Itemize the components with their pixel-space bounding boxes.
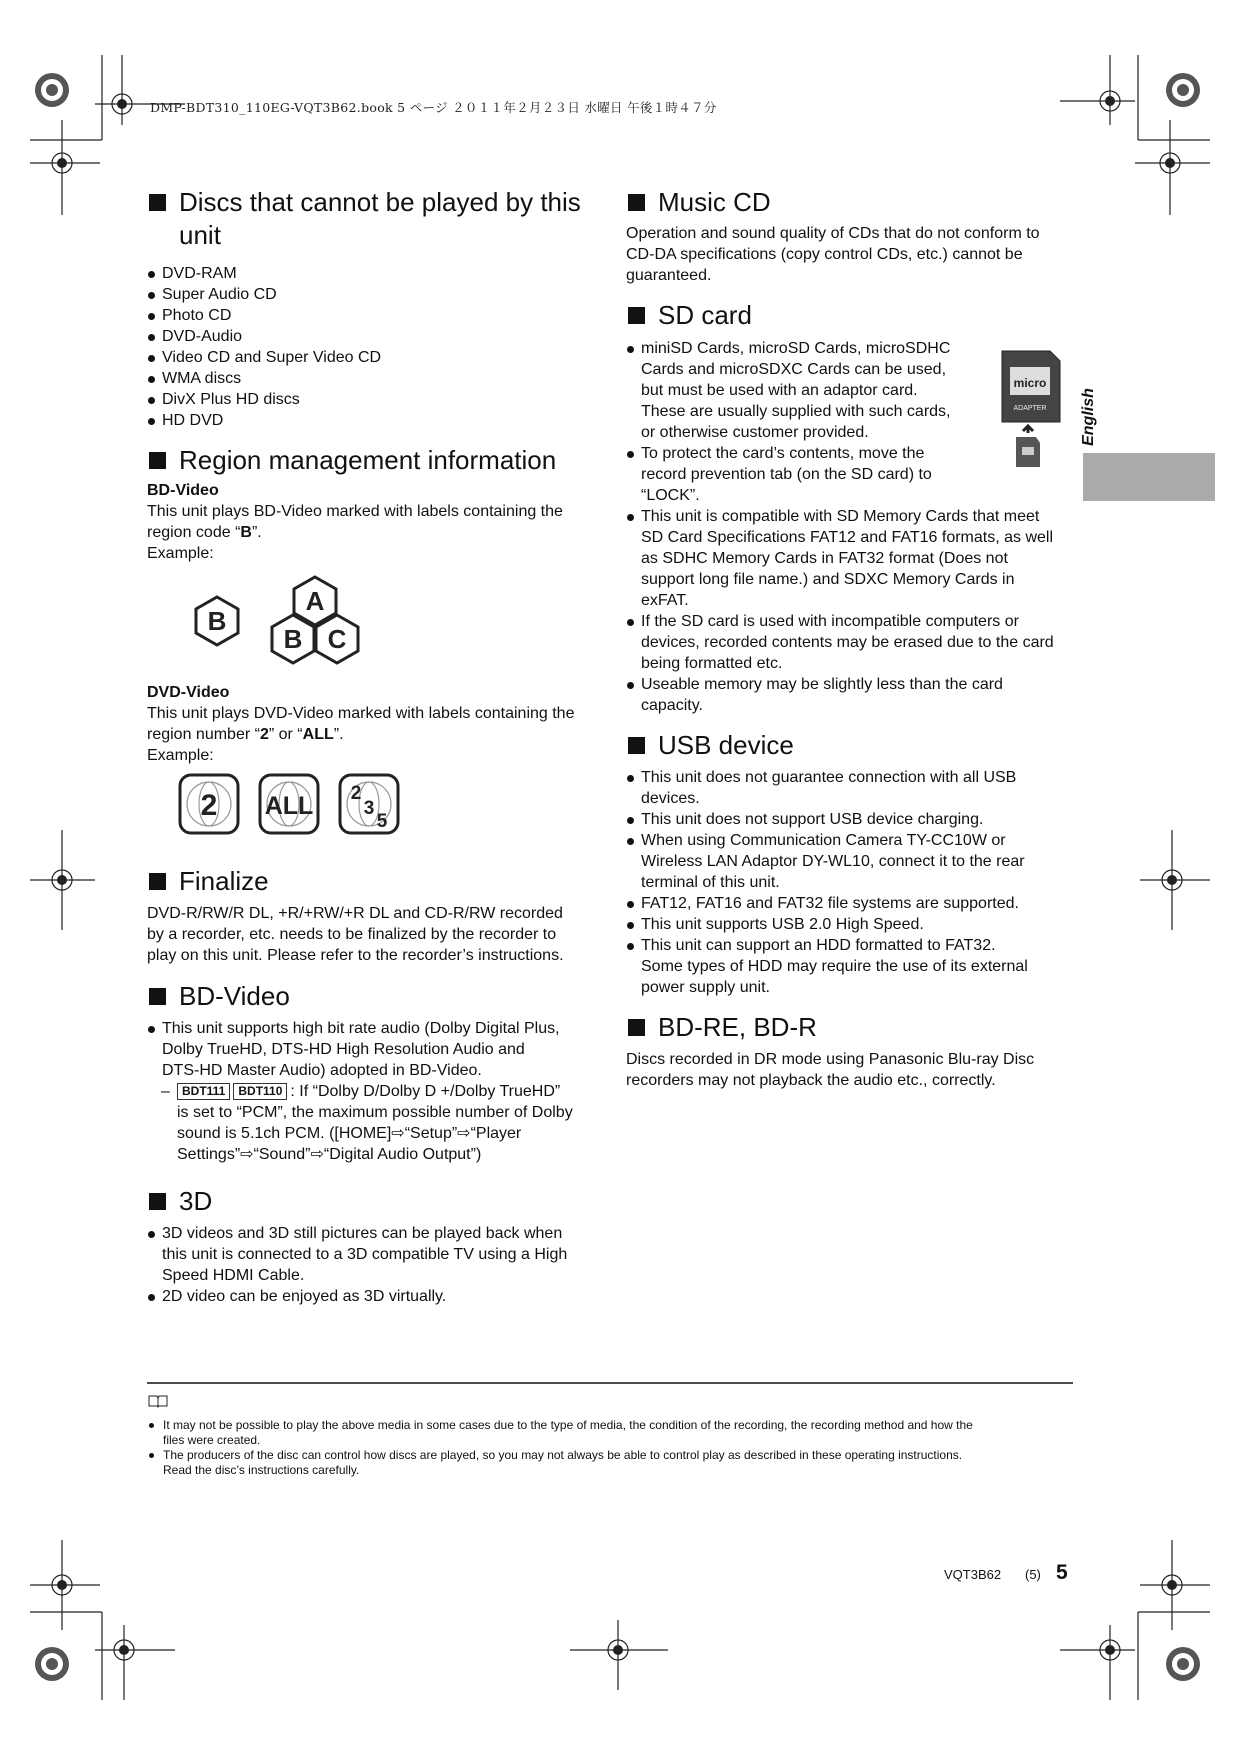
list-item: When using Communication Camera TY-CC10W or Wireless LAN Adaptor DY-WL10, connect it to the rear terminal of this unit. bbox=[626, 830, 1076, 893]
list-item: Video CD and Super Video CD bbox=[147, 347, 602, 368]
list-item: Photo CD bbox=[147, 305, 602, 326]
right-column bbox=[626, 186, 1076, 1091]
bd-video-list bbox=[147, 1018, 602, 1081]
region-number: 3 bbox=[363, 798, 375, 819]
3d-section bbox=[147, 1185, 602, 1307]
doc-code: VQT3B62 bbox=[944, 1567, 1002, 1582]
list-item: Useable memory may be slightly less than the card capacity. bbox=[626, 674, 1076, 716]
bd-video-subheading: BD-Video bbox=[147, 482, 219, 499]
sd-card-section bbox=[626, 299, 1076, 716]
section-heading: Discs that cannot be played by this unit bbox=[147, 186, 602, 252]
dvd-region-logos bbox=[178, 773, 418, 843]
region-number: 5 bbox=[376, 811, 388, 832]
list-item: FAT12, FAT16 and FAT32 file systems are supported. bbox=[626, 893, 1076, 914]
region-code-b: B bbox=[207, 606, 227, 636]
bd-re-text: Discs recorded in DR mode using Panasonic Blu-ray Disc recorders may not playback the audio etc., correctly. bbox=[626, 1051, 1035, 1089]
adapter-label: ADAPTER bbox=[1013, 405, 1047, 412]
bd-region-text: This unit plays BD-Video marked with labels containing the region code “B”. bbox=[147, 503, 563, 541]
language-tab bbox=[1083, 453, 1215, 501]
section-heading: Region management information bbox=[147, 444, 602, 477]
list-item: If the SD card is used with incompatible computers or devices, recorded contents may be erased due to the card being formatted etc. bbox=[626, 611, 1076, 674]
list-item: This unit supports USB 2.0 High Speed. bbox=[626, 914, 1076, 935]
bd-re-section bbox=[626, 1011, 1076, 1091]
finalize-section bbox=[147, 865, 602, 966]
list-item: DivX Plus HD discs bbox=[147, 389, 602, 410]
left-column bbox=[147, 186, 602, 1307]
list-item: This unit does not support USB device charging. bbox=[626, 809, 1076, 830]
dvd-region-text: This unit plays DVD-Video marked with labels containing the region number “2” or “ALL”. bbox=[147, 705, 575, 743]
section-heading: SD card bbox=[626, 299, 1076, 332]
example-label: Example: bbox=[147, 747, 214, 764]
list-item: This unit supports high bit rate audio (Dolby Digital Plus, Dolby TrueHD, DTS-HD High Resolution Audio and DTS-HD Master Audio) adopted in BD-Video. bbox=[147, 1018, 602, 1081]
dvd-video-subheading: DVD-Video bbox=[147, 684, 230, 701]
page-number: 5 bbox=[1056, 1561, 1068, 1584]
bd-video-section bbox=[147, 980, 602, 1165]
list-item: miniSD Cards, microSD Cards, microSDHC Cards and microSDXC Cards can be used, but must be used with an adaptor card. These are usually supplied with such cards, or otherwise customer provided. bbox=[626, 338, 1076, 443]
section-heading: BD-Video bbox=[147, 980, 602, 1013]
list-item: This unit does not guarantee connection with all USB devices. bbox=[626, 767, 1076, 809]
discs-list bbox=[147, 263, 602, 431]
section-heading: Finalize bbox=[147, 865, 602, 898]
micro-label: micro bbox=[1013, 376, 1047, 390]
section-heading: 3D bbox=[147, 1185, 602, 1218]
section-heading: Music CD bbox=[626, 186, 1076, 219]
list-item: 3D videos and 3D still pictures can be played back when this unit is connected to a 3D compatible TV using a High Speed HDMI Cable. bbox=[147, 1223, 602, 1286]
region-code-c: C bbox=[327, 624, 347, 654]
region-number-2: 2 bbox=[200, 789, 218, 822]
list-item: This unit can support an HDD formatted to FAT32. Some types of HDD may require the use of its external power supply unit. bbox=[626, 935, 1076, 998]
3d-list bbox=[147, 1223, 602, 1307]
list-item: WMA discs bbox=[147, 368, 602, 389]
list-item: 2D video can be enjoyed as 3D virtually. bbox=[147, 1286, 602, 1307]
music-cd-text: Operation and sound quality of CDs that do not conform to CD-DA specifications (copy control CDs, etc.) cannot be guaranteed. bbox=[626, 225, 1040, 284]
note-item: The producers of the disc can control how discs are played, so you may not always be able to control play as described in these operating instructions. Read the disc’s instructions carefully. bbox=[147, 1448, 1073, 1478]
note-book-icon bbox=[147, 1394, 169, 1408]
list-item: DVD-RAM bbox=[147, 263, 602, 284]
region-all: ALL bbox=[264, 792, 314, 820]
list-item: To protect the card’s contents, move the record prevention tab (on the SD card) to “LOCK”. bbox=[626, 443, 1076, 506]
usb-list bbox=[626, 767, 1076, 998]
region-code-b: B bbox=[283, 624, 303, 654]
print-header: DMP-BDT310_110EG-VQT3B62.book 5 ページ ２０１１年２月２３日 水曜日 午後１時４７分 bbox=[150, 100, 717, 115]
region-section bbox=[147, 444, 602, 843]
note-item: It may not be possible to play the above media in some cases due to the type of media, the condition of the recording, the recording method and how the files were created. bbox=[147, 1418, 1073, 1448]
language-label: English bbox=[1079, 388, 1097, 446]
model-note: – BDT111 BDT110 : If “Dolby D/Dolby D +/Dolby TrueHD” is set to “PCM”, the maximum possible number of Dolby sound is 5.1ch PCM. ([HOME]⇨“Setup”⇨“Player Settings”⇨“Sound”⇨“Digital Audio Output”) bbox=[161, 1083, 573, 1163]
sd-card-list bbox=[626, 338, 1076, 716]
model-tag: BDT111 bbox=[177, 1083, 230, 1100]
usb-device-section bbox=[626, 729, 1076, 998]
bd-region-logos bbox=[187, 574, 387, 679]
discs-section bbox=[147, 186, 602, 431]
section-heading: USB device bbox=[626, 729, 1076, 762]
region-code-a: A bbox=[305, 586, 325, 616]
list-item: HD DVD bbox=[147, 410, 602, 431]
notes bbox=[147, 1394, 1073, 1478]
section-heading: BD-RE, BD-R bbox=[626, 1011, 1076, 1044]
model-tag: BDT110 bbox=[233, 1083, 287, 1100]
page-sub-number: (5) bbox=[1025, 1567, 1041, 1582]
finalize-text: DVD-R/RW/R DL, +R/+RW/+R DL and CD-R/RW recorded by a recorder, etc. needs to be finalized by the recorder to play on this unit. Please refer to the recorder’s instructions. bbox=[147, 905, 564, 964]
list-item: DVD-Audio bbox=[147, 326, 602, 347]
list-item: This unit is compatible with SD Memory Cards that meet SD Card Specifications FAT12 and FAT16 formats, as well as SDHC Memory Cards in FAT32 format (Does not support long file name.) and SDXC Memory Cards in exFAT. bbox=[626, 506, 1076, 611]
region-number: 2 bbox=[350, 783, 362, 804]
music-cd-section bbox=[626, 186, 1076, 286]
example-label: Example: bbox=[147, 545, 214, 562]
list-item: Super Audio CD bbox=[147, 284, 602, 305]
